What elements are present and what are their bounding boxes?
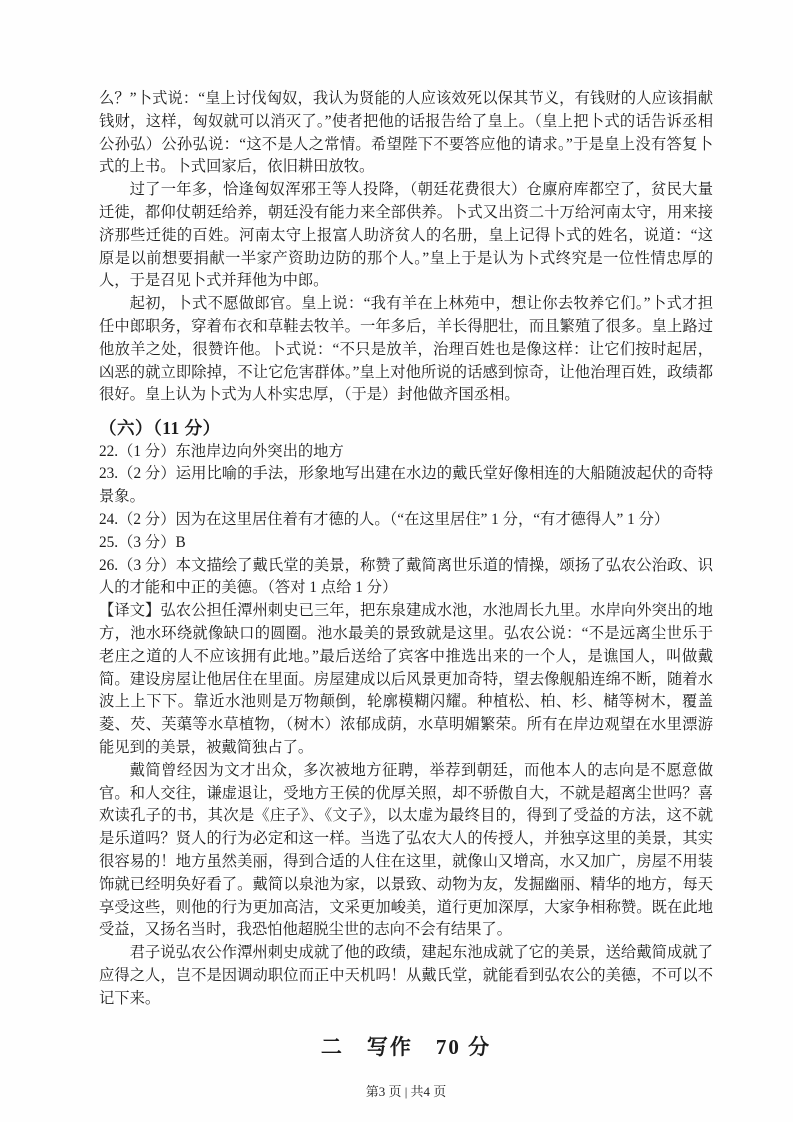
section-six-header: （六）（11 分） — [99, 418, 221, 439]
answer-item-26: 26.（3 分）本文描绘了戴氏堂的美景，称赞了戴简离世乐道的情操，颂扬了弘农公治政、识人的才能和中正的美德。（答对 1 点给 1 分） — [99, 556, 713, 597]
answer-item-24: 24.（2 分）因为在这里居住着有才德的人。（“在这里居住” 1 分，“有才德得人” 1 分） — [99, 511, 670, 529]
page-number-footer: 第3 页 | 共4 页 — [365, 1083, 447, 1099]
translation-paragraph: 过了一年多，恰逢匈奴浑邪王等人投降，（朝廷花费很大）仓廪府库都空了，贫民大量迁徙，都仰仗朝廷给养，朝廷没有能力来全部供养。卜式又出资二十万给河南太守，用来接济那些迁徙的百姓。河南太守上报富人助济贫人的名册，皇上记得卜式的姓名，说道：“这原是以前想要捐献一半家产资助边防的那个人。”皇上于是认为卜式终究是一位性情忠厚的人，于是召见卜式并拜他为中郎。 — [99, 181, 713, 290]
reference-translation-paragraph: 【译文】弘农公担任潭州刺史已三年，把东泉建成水池，水池周长九里。水岸向外突出的地方，池水环绕就像缺口的圆圈。池水最美的景致就是这里。弘农公说：“不是远离尘世乐于老庄之道的人不应该拥有此地。”最后送给了宾客中推选出来的一个人，是谯国人，叫做戴简。建设房屋让他居住在里面。房屋建成以后风景更加奇特，望去像舰船连绵不断，随着水波上上下下。靠近水池则是万物颠倒，轮廓模糊闪耀。种植松、柏、杉、槠等树木，覆盖菱、芡、芙蕖等水草植物，（树木）浓郁成荫，水草明媚繁荣。所有在岸边观望在水里漂游能见到的美景，被戴简独占了。 — [99, 602, 713, 757]
writing-section-title: 二 写作 70 分 — [320, 1034, 492, 1059]
answer-item-23: 23.（2 分）运用比喻的手法，形象地写出建在水边的戴氏堂好像相连的大船随波起伏的奇特景象。 — [99, 465, 713, 506]
translation-paragraph-continued: 么？”卜式说：“皇上讨伐匈奴，我认为贤能的人应该效死以保其节义，有钱财的人应该捐献钱财，这样，匈奴就可以消灭了。”使者把他的话报告给了皇上。（皇上把卜式的话告诉丞相公孙弘）公孙弘说：“这不是人之常情。希望陛下不要答应他的请求。”于是皇上没有答复卜式的上书。卜式回家后，依旧耕田放牧。 — [99, 90, 713, 176]
answer-item-25: 25.（3 分）B — [99, 533, 186, 551]
translation-paragraph: 起初，卜式不愿做郎官。皇上说：“我有羊在上林苑中，想让你去牧养它们。”卜式才担任中郎职务，穿着布衣和草鞋去牧羊。一年多后，羊长得肥壮，而且繁殖了很多。皇上路过他放羊之处，很赞许他。卜式说：“不只是放羊，治理百姓也是像这样：让它们按时起居，凶恶的就立即除掉，不让它危害群体。”皇上对他所说的话感到惊奇，让他治理百姓，政绩都很好。皇上认为卜式为人朴实忠厚，（于是）封他做齐国丞相。 — [99, 295, 713, 404]
reference-translation-paragraph: 戴简曾经因为文才出众，多次被地方征聘，举荐到朝廷，而他本人的志向是不愿意做官。和人交往，谦虚退让，受地方王侯的优厚关照，却不骄傲自大，不就是超离尘世吗？喜欢读孔子的书，其次是《庄子》、《文子》，以太虚为最终目的，得到了受益的方法，这不就是乐道吗？贤人的行为必定和这一样。当选了弘农大人的传授人，并独享这里的美景，其实很容易的！地方虽然美丽，得到合适的人住在这里，就像山又增高，水又加广，房屋不用装饰就已经明奂好看了。戴简以泉池为家，以景致、动物为友，发掘幽丽、精华的地方，每天享受这些，则他的行为更加高洁，文采更加峻美，道行更加深厚，大家争相称赞。既在此地受益，又扬名当时，我恐怕他超脱尘世的志向不会有结果了。 — [99, 761, 713, 939]
reference-translation-paragraph: 君子说弘农公作潭州刺史成就了他的政绩，建起东池成就了它的美景，送给戴简成就了应得之人，岂不是因调动职位而正中天机吗！从戴氏堂，就能看到弘农公的美德，不可以不记下来。 — [99, 944, 713, 1007]
page-content — [99, 88, 713, 1101]
answer-item-22: 22.（1 分）东池岸边向外突出的地方 — [99, 442, 344, 460]
